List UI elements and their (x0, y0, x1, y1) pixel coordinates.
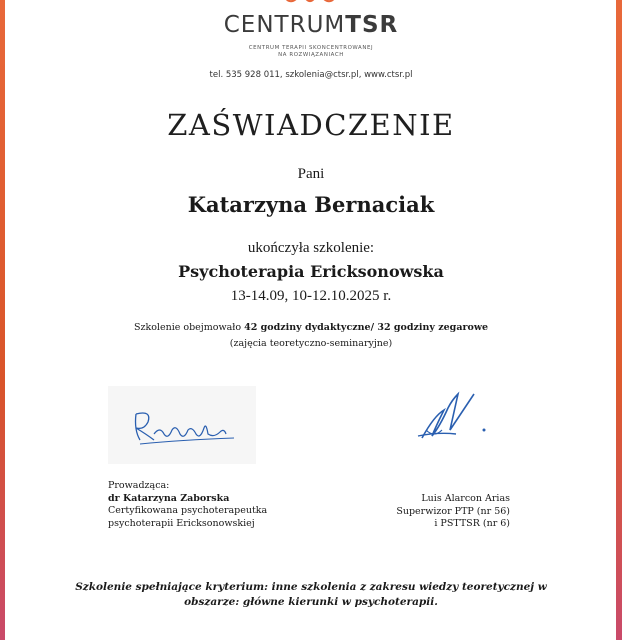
lecturer-block (108, 480, 267, 530)
lecturer-title-2: psychoterapii Ericksonowskiej (108, 517, 255, 529)
brand-logo-text (0, 12, 622, 38)
supervisor-block (396, 493, 510, 531)
certificate-title: ZAŚWIADCZENIE (167, 108, 455, 142)
footer-line-1: Szkolenie spełniające kryterium: inne szkolenia z zakresu wiedzy teoretycznej w (75, 581, 547, 593)
lecturer-role: Prowadząca: (108, 480, 170, 491)
course-hours (0, 322, 622, 333)
lecturer-name: dr Katarzyna Zaborska (108, 492, 230, 504)
footer-criterion (60, 580, 562, 610)
supervisor-line-2: i PSTTSR (nr 6) (434, 518, 510, 529)
tagline-line-1: CENTRUM TERAPII SKONCENTROWANEJ (248, 45, 374, 51)
hours-bold: 42 godziny dydaktyczne/ 32 godziny zegarowe (244, 322, 489, 333)
supervisor-name: Luis Alarcon Arias (421, 493, 510, 504)
hours-note: (zajęcia teoretyczno-seminaryjne) (229, 338, 393, 349)
recipient-name: Katarzyna Bernaciak (187, 192, 435, 217)
lecturer-title-1: Certyfikowana psychoterapeutka (108, 505, 268, 516)
footer-line-2: obszarze: główne kierunki w psychoterapii. (184, 596, 438, 608)
lecturer-signature (130, 400, 240, 450)
frame-border-left (0, 0, 5, 640)
supervisor-line-1: Superwizor PTP (nr 56) (396, 505, 510, 517)
course-name: Psychoterapia Ericksonowska (178, 262, 444, 281)
supervisor-signature (414, 386, 498, 446)
hours-prefix: Szkolenie obejmowało (133, 322, 245, 333)
salutation: Pani (297, 166, 325, 182)
brand-tagline (0, 45, 622, 59)
tagline-line-2: NA ROZWIĄZANIACH (278, 52, 344, 58)
completed-label: ukończyła szkolenie: (247, 240, 375, 256)
logo-icon (275, 0, 345, 8)
brand-bold: TSR (345, 12, 399, 38)
brand-light: CENTRUM (223, 12, 346, 38)
frame-border-right (616, 0, 622, 640)
contact-info: tel. 535 928 011, szkolenia@ctsr.pl, www.ctsr.pl (209, 70, 413, 80)
course-dates: 13-14.09, 10-12.10.2025 r. (230, 288, 392, 304)
